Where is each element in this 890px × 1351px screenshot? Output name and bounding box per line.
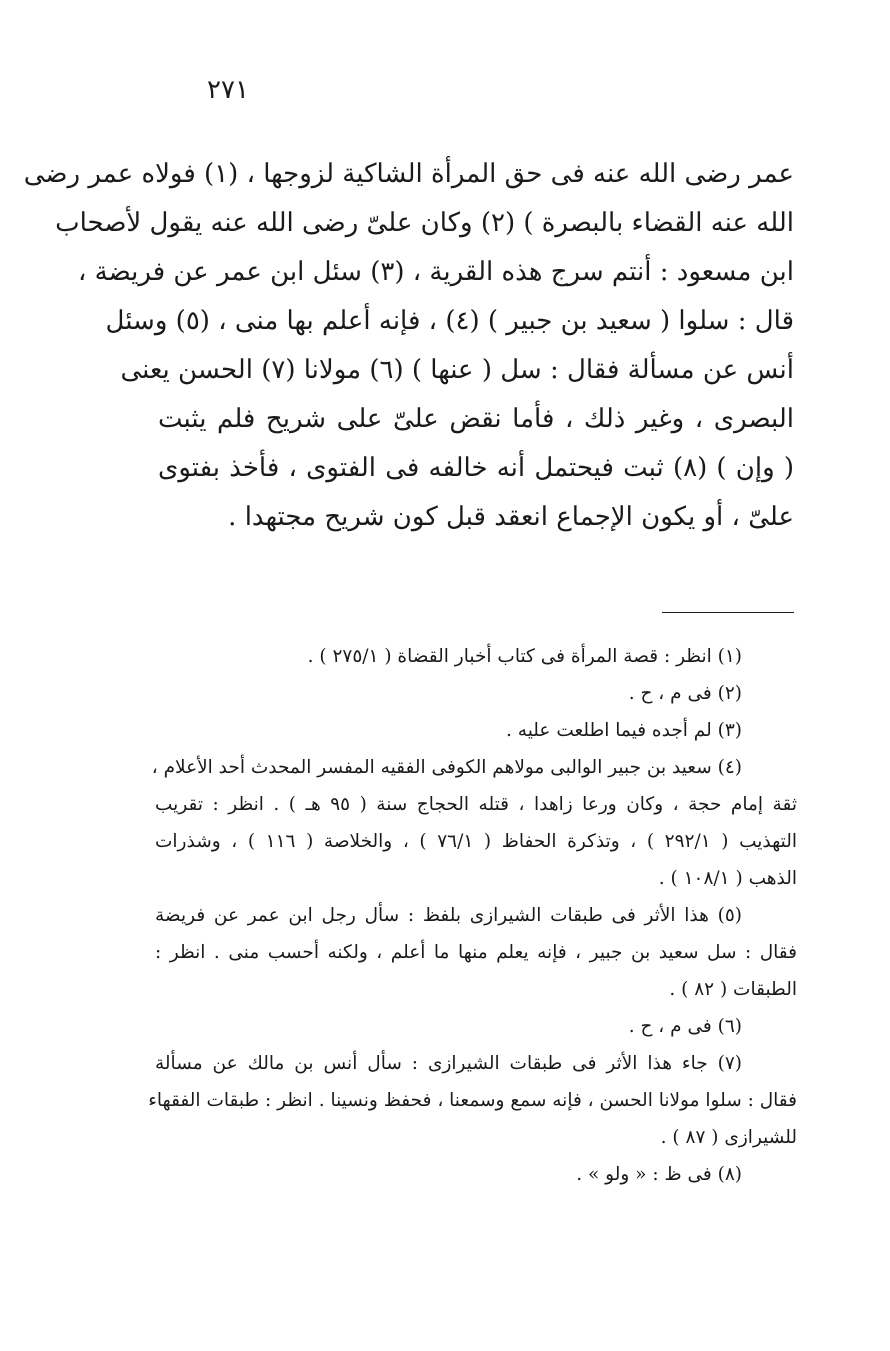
main-text-line: البصرى ، وغير ذلك ، فأما نقض علىّ على شريح فلم يثبت <box>158 404 794 434</box>
main-text-line: أنس عن مسألة فقال : سل ( عنها ) (٦) مولانا (٧) الحسن يعنى <box>120 355 794 385</box>
page-number: ٢٧١ <box>207 75 249 105</box>
main-text-line: قال : سلوا ( سعيد بن جبير ) (٤) ، فإنه أعلم بها منى ، (٥) وسئل <box>105 306 794 336</box>
footnotes <box>148 638 798 1193</box>
footnote-line: (٣) لم أجده فيما اطلعت عليه . <box>506 720 742 741</box>
footnote-line: الطبقات ( ٨٢ ) . <box>669 979 797 1000</box>
main-text-line: الله عنه القضاء بالبصرة ) (٢) وكان علىّ رضى الله عنه يقول لأصحاب <box>55 208 794 238</box>
footnote-line: (٢) فى م ، ح . <box>628 683 742 704</box>
main-text <box>23 150 794 542</box>
main-text-line: ابن مسعود : أنتم سرج هذه القرية ، (٣) سئل ابن عمر عن فريضة ، <box>77 257 794 287</box>
footnote-line: الذهب ( ١٠٨/١ ) . <box>658 868 797 889</box>
main-text-line: ( وإن ) (٨) ثبت فيحتمل أنه خالفه فى الفتوى ، فأخذ بفتوى <box>158 453 794 483</box>
footnote-line: (٦) فى م ، ح . <box>628 1016 742 1037</box>
footnote-line: ثقة إمام حجة ، وكان ورعا زاهدا ، قتله الحجاج سنة ( ٩٥ هـ ) . انظر : تقريب <box>155 794 797 815</box>
footnote-line: (١) انظر : قصة المرأة فى كتاب أخبار القضاة ( ٢٧٥/١ ) . <box>307 646 742 667</box>
footnote-line: التهذيب ( ٢٩٢/١ ) ، وتذكرة الحفاظ ( ٧٦/١ ) ، والخلاصة ( ١١٦ ) ، وشذرات <box>155 831 798 852</box>
main-text-line: عمر رضى الله عنه فى حق المرأة الشاكية لزوجها ، (١) فولاه عمر رضى <box>23 159 794 189</box>
footnote-line: فقال : سلوا مولانا الحسن ، فإنه سمع وسمعنا ، فحفظ ونسينا . انظر : طبقات الفقهاء <box>148 1090 797 1111</box>
footnote-line: (٤) سعيد بن جبير الوالبى مولاهم الكوفى الفقيه المفسر المحدث أحد الأعلام ، <box>151 757 742 778</box>
footnote-line: فقال : سل سعيد بن جبير ، فإنه يعلم منها ما أعلم ، ولكنه أحسب منى . انظر : <box>155 942 797 963</box>
footnote-line: (٧) جاء هذا الأثر فى طبقات الشيرازى : سأل أنس بن مالك عن مسألة <box>155 1053 742 1074</box>
footnote-separator <box>662 612 794 613</box>
footnote-line: (٥) هذا الأثر فى طبقات الشيرازى بلفظ : سأل رجل ابن عمر عن فريضة <box>155 905 742 926</box>
footnote-line: (٨) فى ظ : « ولو » . <box>576 1164 742 1185</box>
main-text-line: علىّ ، أو يكون الإجماع انعقد قبل كون شريح مجتهدا . <box>228 502 794 532</box>
footnote-line: للشيرازى ( ٨٧ ) . <box>660 1127 797 1148</box>
